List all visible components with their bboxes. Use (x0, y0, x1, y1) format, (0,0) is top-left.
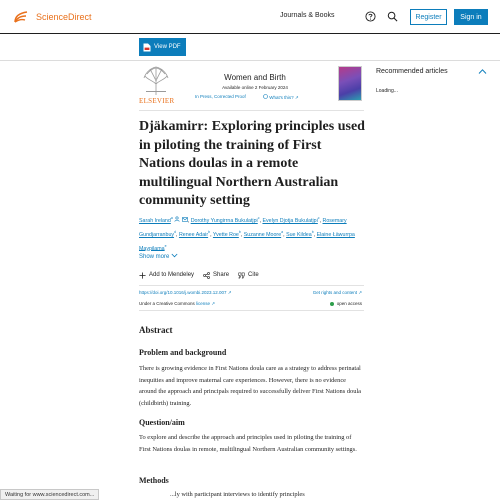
banner-divider (139, 110, 364, 111)
author-separator: , (210, 231, 213, 238)
author-separator: , (259, 217, 263, 224)
author-affiliation-marker[interactable]: b (311, 229, 314, 234)
section-text-problem: There is growing evidence in First Nations doula care as a strategy to address perinatal inequities and improve maternal care experiences. However, there is no evidence around the approach and principals required to successfully deliver First Nations doula (childbirth) training. (139, 365, 362, 407)
plus-icon (139, 272, 146, 279)
share-icon (203, 272, 210, 279)
add-to-mendeley-label: Add to Mendeley (149, 272, 195, 278)
top-header (0, 0, 500, 34)
author-affiliation-marker[interactable]: e (164, 243, 167, 248)
view-pdf-label: View PDF (154, 44, 181, 50)
share-label: Share (213, 272, 230, 278)
doi-link[interactable]: https://doi.org/10.1016/j.wombi.2023.12.007 ↗ (139, 290, 232, 295)
author-affiliation-marker[interactable]: d (174, 229, 176, 234)
help-icon[interactable] (365, 11, 376, 22)
chevron-up-icon[interactable] (478, 68, 487, 75)
available-online-date: Available online 2 February 2024 (222, 85, 288, 90)
author-separator: , (187, 217, 191, 224)
register-button[interactable]: Register (410, 9, 447, 25)
view-pdf-button[interactable] (139, 38, 186, 56)
open-access-label: open access (336, 301, 362, 306)
author-list (139, 213, 367, 254)
signin-button[interactable]: Sign in (454, 9, 488, 25)
sciencedirect-logo-icon (12, 9, 30, 25)
journal-title[interactable]: Women and Birth (224, 73, 286, 82)
section-text-methods: ...ly with participant interviews to identify principles (170, 491, 305, 498)
license-link[interactable]: license ↗ (196, 301, 216, 306)
author-separator: , (313, 231, 317, 238)
quote-icon (238, 272, 245, 279)
author-link[interactable]: Rosemary Gundjarranbuy (139, 217, 347, 238)
journal-cover-image[interactable] (338, 66, 362, 101)
author-affiliation-marker[interactable]: b (238, 229, 241, 234)
info-icon (263, 94, 268, 99)
section-heading-methods: Methods (139, 476, 169, 485)
author-contact-icons[interactable] (170, 216, 188, 224)
cite-button[interactable] (238, 272, 259, 279)
search-icon[interactable] (387, 11, 398, 22)
whats-this-label: What's this? ↗ (269, 95, 299, 100)
section-text-question: To explore and describe the approach and principles used in piloting the training of First Nations doulas in remote, multilingual Northern Australian community settings. (139, 434, 357, 453)
journal-banner (139, 66, 364, 108)
rights-link[interactable]: Get rights and content ↗ (312, 290, 362, 295)
in-press-link[interactable]: In Press, Corrected Proof (195, 94, 246, 99)
article-links-box (139, 285, 364, 311)
section-heading-problem: Problem and background (139, 348, 227, 357)
share-button[interactable] (203, 272, 229, 279)
sciencedirect-logo[interactable] (12, 9, 92, 25)
author-affiliation-marker[interactable]: c (317, 216, 320, 220)
add-to-mendeley-button[interactable] (139, 272, 194, 279)
author-link[interactable]: Renee Adair (178, 231, 209, 238)
recommended-articles-heading[interactable]: Recommended articles (376, 68, 448, 75)
license-line (139, 301, 215, 307)
author-link[interactable]: Elaine Łäwurrpa Maypilama (139, 231, 355, 252)
author-link[interactable]: Sarah Ireland (139, 217, 171, 224)
license-prefix: Under a Creative Commons (139, 301, 195, 306)
journals-books-link[interactable]: Journals & Books (280, 12, 335, 19)
elsevier-wordmark: ELSEVIER (139, 97, 175, 105)
logo-text: ScienceDirect (36, 12, 92, 22)
author-affiliation-marker[interactable]: a (170, 216, 173, 220)
author-affiliation-marker[interactable]: a (281, 229, 284, 234)
article-toolbar (0, 35, 500, 61)
author-separator: , (176, 231, 179, 238)
browser-status-bar: Waiting for www.sciencedirect.com... (0, 489, 99, 500)
elsevier-tree-icon (142, 66, 170, 96)
author-link[interactable]: Suzanne Moore (243, 231, 282, 238)
open-access-badge (330, 301, 362, 306)
chevron-down-icon (171, 253, 178, 258)
abstract-heading: Abstract (139, 325, 173, 335)
pdf-icon (143, 43, 151, 52)
author-link[interactable]: Evelyn Djotja Bukulatjpi (262, 217, 318, 224)
author-affiliation-marker[interactable]: b (208, 229, 211, 234)
open-access-icon (330, 302, 334, 306)
author-separator: , (283, 231, 287, 238)
cite-label: Cite (248, 272, 259, 278)
article-actions (139, 270, 268, 280)
author-separator: , (240, 231, 244, 238)
whats-this-link[interactable] (263, 94, 299, 101)
author-affiliation-marker[interactable]: c (257, 216, 260, 220)
show-more-link[interactable] (139, 253, 178, 260)
section-heading-question: Question/aim (139, 418, 185, 427)
show-more-label: Show more (139, 254, 170, 260)
article-title: Djäkamirr: Exploring principles used in piloting the training of First Nations doulas in a remote multilingual Northern Australian community setting (139, 119, 365, 208)
person-icon (174, 216, 180, 222)
recommended-loading-text: Loading... (376, 88, 398, 94)
author-link[interactable]: Yvette Roe (212, 231, 239, 238)
author-link[interactable]: Sue Kildea (286, 231, 312, 238)
author-link[interactable]: Dorothy Yungirrna Bukulatjpi (190, 217, 258, 224)
elsevier-logo[interactable] (139, 66, 173, 106)
author-separator: , (319, 217, 323, 224)
